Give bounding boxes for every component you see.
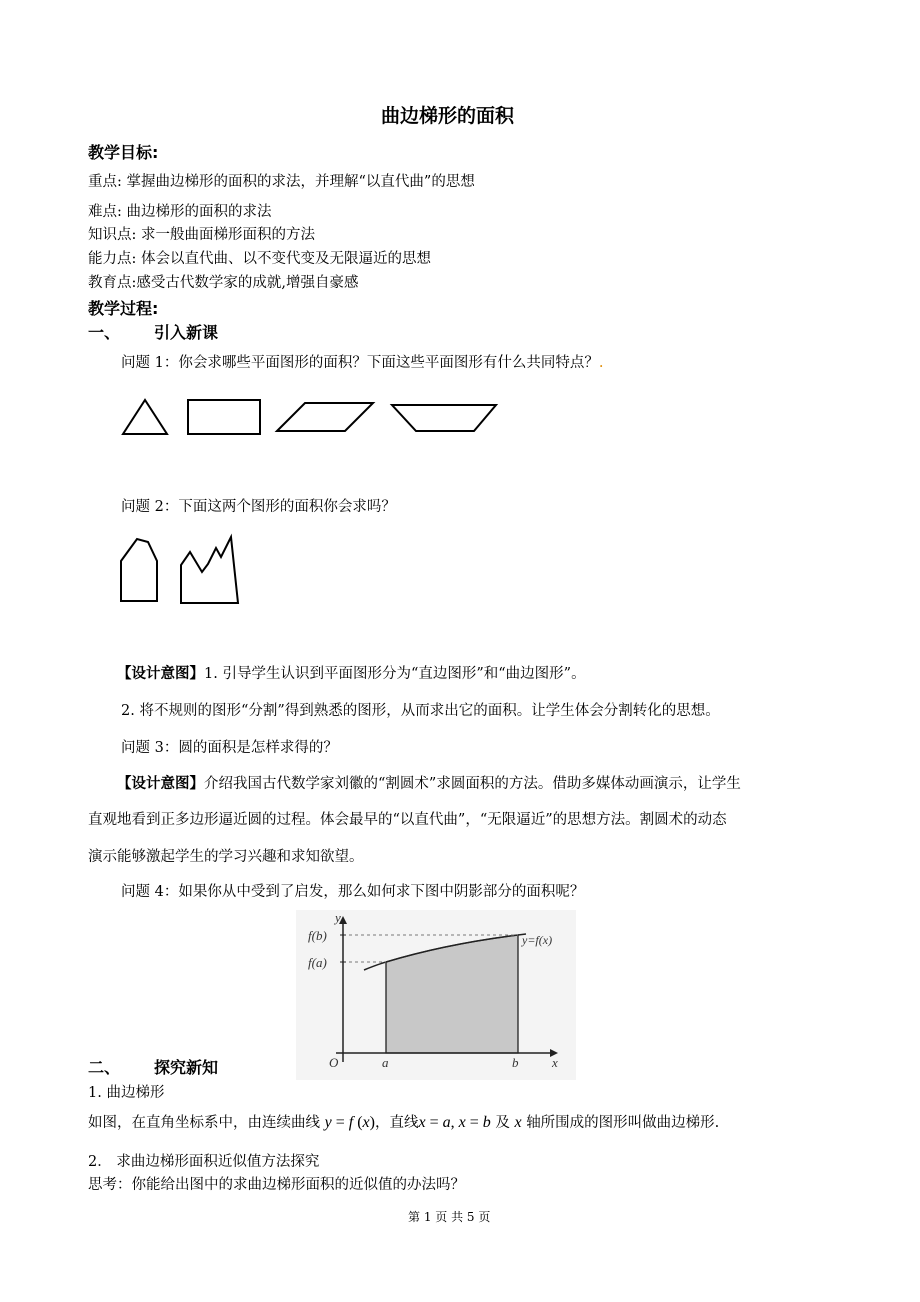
basic-shapes-figure bbox=[115, 395, 505, 440]
design-intent-2 bbox=[117, 772, 741, 793]
rectangle-shape bbox=[188, 400, 260, 434]
definition-end: 轴所围成的图形叫做曲边梯形. bbox=[526, 1115, 720, 1131]
question-3: 问题 3：圆的面积是怎样求得的？ bbox=[121, 740, 338, 756]
subsection-1: 1. 曲边梯形 bbox=[88, 1085, 165, 1101]
process-heading: 教学过程: bbox=[88, 299, 159, 318]
page-title: 曲边梯形的面积 bbox=[381, 105, 515, 127]
fa-label: f(a) bbox=[308, 955, 327, 970]
x-axis-label: x bbox=[552, 1055, 558, 1070]
curve-label: y=f(x) bbox=[522, 933, 553, 947]
irregular-shapes-figure bbox=[115, 528, 245, 608]
design-intent-2-line2: 直观地看到正多边形逼近圆的过程。体会最早的“以直代曲”，“无限逼近”的思想方法。割圆术的动态 bbox=[88, 812, 727, 828]
section2-title: 探究新知 bbox=[154, 1058, 219, 1077]
subsection-2: 2． 求曲边梯形面积近似值方法探究 bbox=[88, 1154, 320, 1170]
objective-education: 教育点:感受古代数学家的成就,增强自豪感 bbox=[88, 275, 359, 291]
question-1-text: 问题 1：你会求哪些平面图形的面积？下面这些平面图形有什么共同特点？ bbox=[121, 355, 599, 371]
definition-pre: 如图，在直角坐标系中，由连续曲线 bbox=[88, 1115, 320, 1131]
design-intent-1-text: 1. 引导学生认识到平面图形分为“直边图形”和“曲边图形”。 bbox=[204, 666, 586, 682]
objective-key-point: 重点: 掌握曲边梯形的面积的求法，并理解“以直代曲”的思想 bbox=[88, 174, 475, 190]
section2-number: 二、 bbox=[88, 1058, 121, 1077]
question-2: 问题 2：下面这两个图形的面积你会求吗？ bbox=[121, 499, 396, 515]
definition-post: 及 bbox=[495, 1115, 510, 1131]
y-axis-label: y bbox=[335, 910, 341, 925]
triangle-shape bbox=[123, 400, 167, 434]
page-footer: 第 1 页 共 5 页 bbox=[408, 1210, 491, 1224]
parallelogram-shape bbox=[277, 403, 373, 431]
definition-line bbox=[88, 1111, 719, 1132]
design-intent-2-text: 介绍我国古代数学家刘徽的“割圆术”求圆面积的方法。借助多媒体动画演示，让学生 bbox=[204, 776, 741, 792]
objective-difficulty: 难点: 曲边梯形的面积的求法 bbox=[88, 204, 272, 220]
objectives-heading: 教学目标: bbox=[88, 143, 159, 162]
design-intent-1-line2: 2. 将不规则的图形“分割”得到熟悉的图形，从而求出它的面积。让学生体会分割转化的思想。 bbox=[121, 703, 720, 719]
objective-knowledge: 知识点: 求一般曲面梯形面积的方法 bbox=[88, 227, 315, 243]
question-4: 问题 4：如果你从中受到了启发，那么如何求下图中阴影部分的面积呢？ bbox=[121, 884, 585, 900]
objective-ability: 能力点: 体会以直代曲、以不变代变及无限逼近的思想 bbox=[88, 251, 431, 267]
design-intent-2-line3: 演示能够激起学生的学习兴趣和求知欲望。 bbox=[88, 849, 364, 865]
fb-label: f(b) bbox=[308, 928, 327, 943]
design-intent-1 bbox=[117, 662, 586, 683]
b-label: b bbox=[512, 1055, 519, 1070]
origin-label: O bbox=[329, 1055, 339, 1070]
irregular-shape-house bbox=[121, 539, 157, 601]
definition-mid: ，直线 bbox=[374, 1115, 419, 1131]
question-1 bbox=[121, 351, 603, 372]
section1-number: 一、 bbox=[88, 323, 121, 342]
trapezoid-shape bbox=[392, 405, 496, 431]
formula-lines: x = a, x = b bbox=[418, 1114, 491, 1131]
section1-title: 引入新课 bbox=[154, 323, 219, 342]
formula-curve: y = f (x) bbox=[324, 1114, 375, 1131]
a-label: a bbox=[382, 1055, 389, 1070]
irregular-shape-jagged bbox=[181, 537, 238, 603]
think-question: 思考：你能给出图中的求曲边梯形面积的近似值的办法吗？ bbox=[88, 1177, 465, 1193]
design-intent-2-tag: 【设计意图】 bbox=[117, 775, 204, 792]
curved-trapezoid-graph bbox=[296, 910, 576, 1080]
design-intent-1-tag: 【设计意图】 bbox=[117, 665, 204, 682]
question-1-dot: . bbox=[598, 355, 604, 371]
definition-x: x bbox=[514, 1114, 522, 1131]
